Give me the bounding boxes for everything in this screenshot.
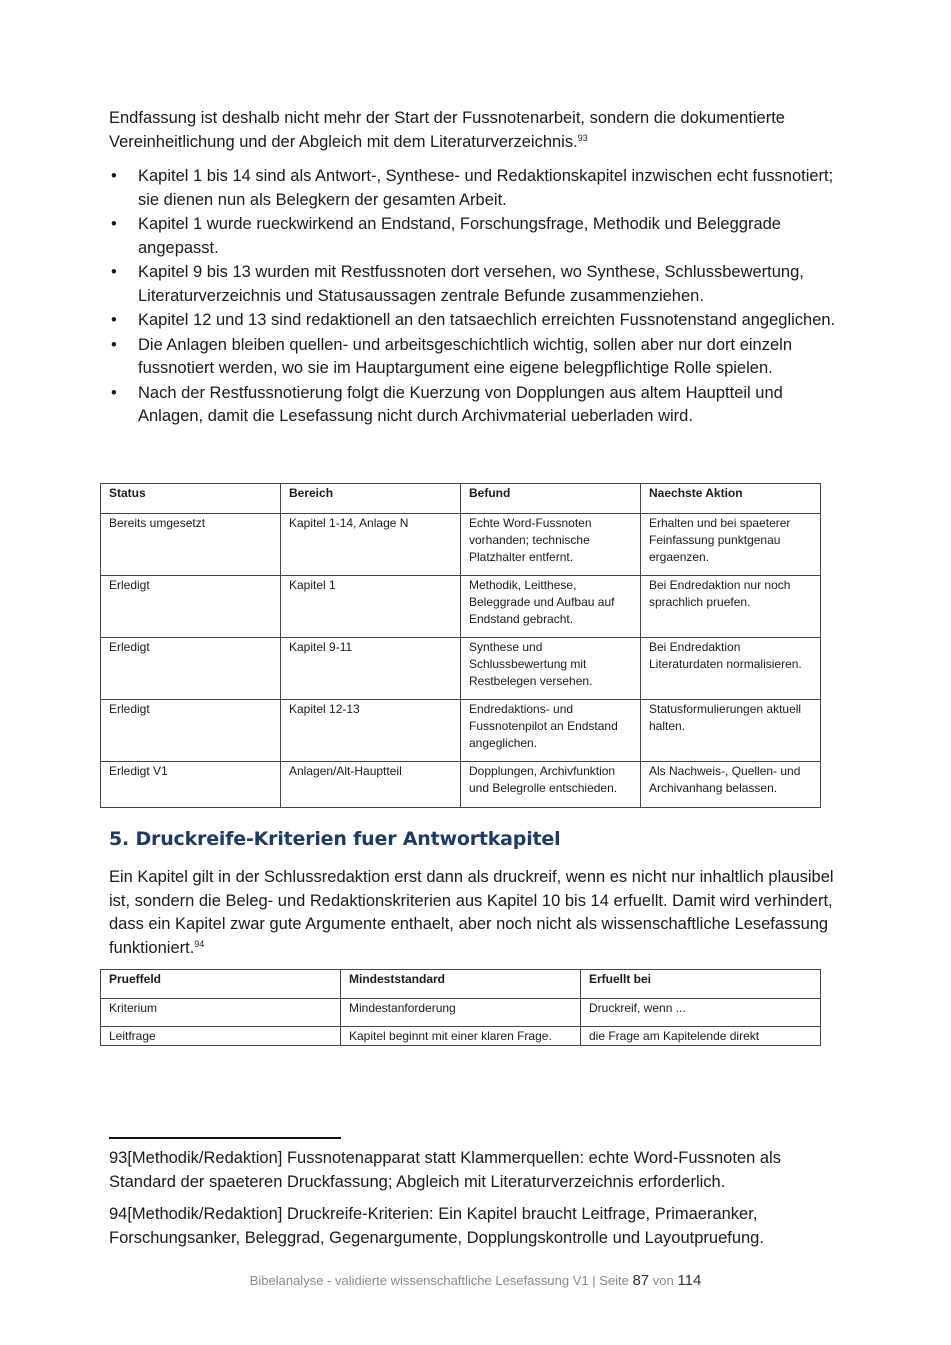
- table-cell: Als Nachweis-, Quellen- und Archivanhang belassen.: [641, 762, 821, 808]
- footnote-ref-93[interactable]: 93: [577, 132, 588, 143]
- section-text: Ein Kapitel gilt in der Schlussredaktion erst dann als druckreif, wenn es nicht nur inhaltlich plausibel ist, sondern die Beleg- und Redaktionskriterien aus Kapitel 10 bis 14 erfuellt. Damit wird verhindert, dass ein Kapitel zwar gute Argumente enthaelt, aber noch nicht als wissenschaftliche Lesefassung funktioniert.: [109, 868, 834, 957]
- bullet-list: [109, 165, 844, 430]
- list-item-text: Kapitel 1 bis 14 sind als Antwort-, Synthese- und Redaktionskapitel inzwischen echt fussnotiert; sie dienen nun als Belegkern der gesamten Arbeit.: [138, 167, 834, 209]
- bullet-icon: •: [111, 263, 117, 281]
- criteria-table: [100, 969, 821, 1046]
- list-item: [109, 334, 844, 381]
- table-header-row: [101, 970, 821, 999]
- list-item-text: Nach der Restfussnotierung folgt die Kuerzung von Dopplungen aus altem Hauptteil und Anlagen, damit die Lesefassung nicht durch Archivmaterial ueberladen wird.: [138, 383, 783, 425]
- table-cell: Synthese und Schlussbewertung mit Restbelegen versehen.: [461, 638, 641, 700]
- footnote-divider: [109, 1137, 341, 1139]
- page-total: 114: [677, 1272, 702, 1289]
- table-cell: Kapitel beginnt mit einer klaren Frage.: [341, 1027, 581, 1046]
- bullet-icon: •: [111, 311, 117, 329]
- table-row: [101, 762, 821, 808]
- intro-text: Endfassung ist deshalb nicht mehr der Start der Fussnotenarbeit, sondern die dokumentierte Vereinheitlichung und der Abgleich mit dem Literaturverzeichnis.: [109, 109, 785, 151]
- page-number: 87: [632, 1272, 650, 1289]
- bullet-icon: •: [111, 335, 117, 354]
- footer-of-label: von: [652, 1273, 674, 1288]
- table-cell: Erledigt V1: [101, 762, 281, 808]
- list-item: [109, 165, 844, 212]
- column-header: Erfuellt bei: [581, 970, 821, 999]
- list-item-text: Kapitel 1 wurde rueckwirkend an Endstand, Forschungsfrage, Methodik und Beleggrade angepasst.: [138, 215, 781, 257]
- table-cell: Kapitel 1-14, Anlage N: [281, 514, 461, 576]
- table-cell: Kapitel 1: [281, 576, 461, 638]
- table-header-row: [101, 484, 821, 514]
- list-item: [109, 382, 844, 429]
- column-header: Status: [101, 484, 281, 514]
- column-header: Prueffeld: [101, 970, 341, 999]
- table-cell: Mindestanforderung: [341, 999, 581, 1027]
- table-cell: Erhalten und bei spaeterer Feinfassung punktgenau ergaenzen.: [641, 514, 821, 576]
- table-row: [101, 576, 821, 638]
- list-item-text: Kapitel 12 und 13 sind redaktionell an den tatsaechlich erreichten Fussnotenstand angeglichen.: [138, 311, 836, 329]
- table-cell: Bei Endredaktion Literaturdaten normalisieren.: [641, 638, 821, 700]
- bullet-icon: •: [111, 215, 117, 233]
- page-footer: [0, 1272, 951, 1289]
- table-cell: Erledigt: [101, 638, 281, 700]
- list-item-text: Kapitel 9 bis 13 wurden mit Restfussnoten dort versehen, wo Synthese, Schlussbewertung, Literaturverzeichnis und Statusaussagen zentrale Befunde zusammenziehen.: [138, 263, 804, 305]
- list-item: [109, 213, 844, 260]
- table-cell: die Frage am Kapitelende direkt: [581, 1027, 821, 1046]
- table-cell: Druckreif, wenn ...: [581, 999, 821, 1027]
- table-cell: Echte Word-Fussnoten vorhanden; technische Platzhalter entfernt.: [461, 514, 641, 576]
- footnote-94: 94[Methodik/Redaktion] Druckreife-Kriterien: Ein Kapitel braucht Leitfrage, Primaeranker, Forschungsanker, Beleggrad, Gegenargumente, Dopplungskontrolle und Layoutpruefung.: [109, 1205, 764, 1247]
- section-heading: 5. Druckreife-Kriterien fuer Antwortkapitel: [109, 828, 561, 850]
- table-cell: Erledigt: [101, 576, 281, 638]
- column-header: Naechste Aktion: [641, 484, 821, 514]
- table-cell: Methodik, Leitthese, Beleggrade und Aufbau auf Endstand gebracht.: [461, 576, 641, 638]
- list-item: [109, 261, 844, 308]
- list-item: [109, 309, 844, 333]
- table-cell: Leitfrage: [101, 1027, 341, 1046]
- table-row: [101, 999, 821, 1027]
- status-table: [100, 483, 821, 808]
- column-header: Befund: [461, 484, 641, 514]
- section-paragraph: [109, 866, 844, 960]
- table-cell: Bereits umgesetzt: [101, 514, 281, 576]
- footnote-93: 93[Methodik/Redaktion] Fussnotenapparat statt Klammerquellen: echte Word-Fussnoten als Standard der spaeteren Druckfassung; Abgleich mit Literaturverzeichnis erforderlich.: [109, 1149, 781, 1191]
- column-header: Mindeststandard: [341, 970, 581, 999]
- intro-paragraph: [109, 107, 839, 154]
- footnote-ref-94[interactable]: 94: [194, 938, 205, 949]
- table-cell: Kriterium: [101, 999, 341, 1027]
- table-row: [101, 514, 821, 576]
- table-row: [101, 638, 821, 700]
- table-cell: Bei Endredaktion nur noch sprachlich pruefen.: [641, 576, 821, 638]
- table-cell: Kapitel 12-13: [281, 700, 461, 762]
- table-row: [101, 700, 821, 762]
- table-cell: Erledigt: [101, 700, 281, 762]
- table-cell: Dopplungen, Archivfunktion und Belegrolle entschieden.: [461, 762, 641, 808]
- table-cell: Statusformulierungen aktuell halten.: [641, 700, 821, 762]
- table-cell: Anlagen/Alt-Hauptteil: [281, 762, 461, 808]
- footer-doc-title: Bibelanalyse - validierte wissenschaftliche Lesefassung V1 | Seite: [249, 1273, 629, 1288]
- bullet-icon: •: [111, 383, 117, 402]
- column-header: Bereich: [281, 484, 461, 514]
- table-row: [101, 1027, 821, 1046]
- table-cell: Endredaktions- und Fussnotenpilot an Endstand angeglichen.: [461, 700, 641, 762]
- table-cell: Kapitel 9-11: [281, 638, 461, 700]
- list-item-text: Die Anlagen bleiben quellen- und arbeitsgeschichtlich wichtig, sollen aber nur dort einzeln fussnotiert werden, wo sie im Hauptargument eine eigene belegpflichtige Rolle spielen.: [138, 335, 792, 377]
- bullet-icon: •: [111, 167, 117, 185]
